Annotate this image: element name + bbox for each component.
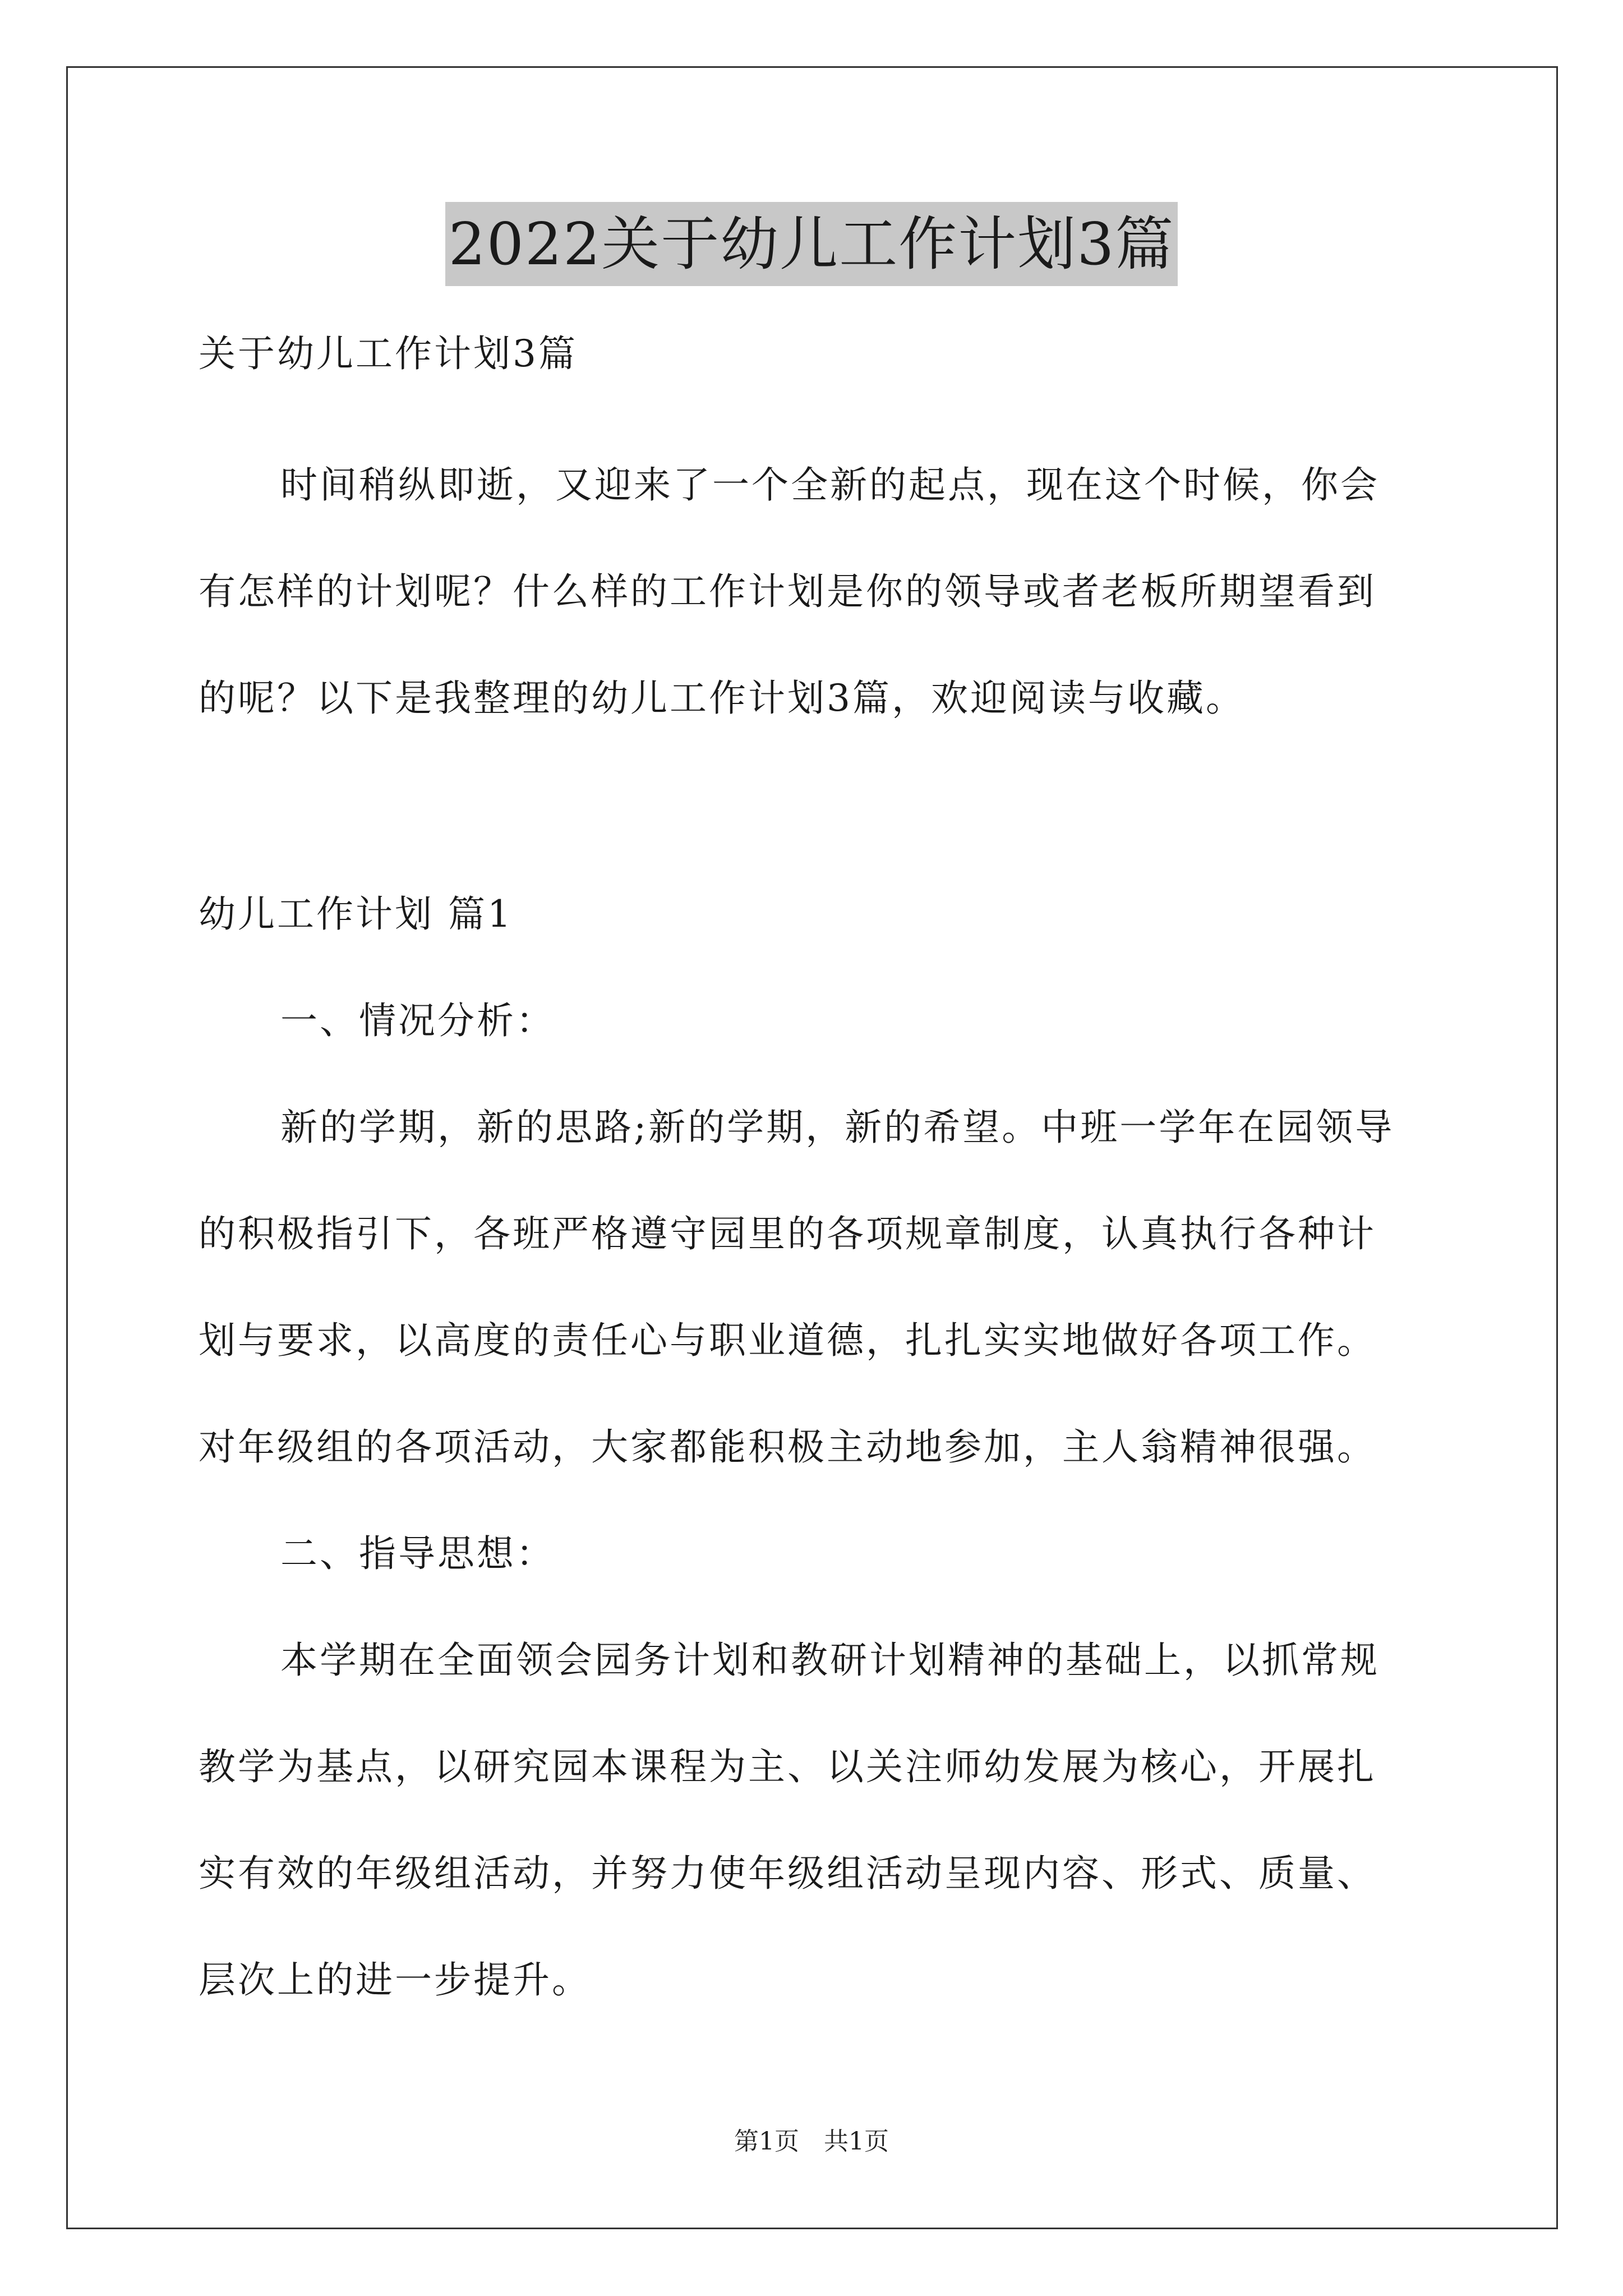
para-1-line-1: 新的学期，新的思路;新的学期，新的希望。中班一学年在园领导: [280, 1106, 1395, 1149]
document-title: 2022关于幼儿工作计划3篇: [445, 202, 1178, 286]
para-1-line-2: 的积极指引下，各班严格遵守园里的各项规章制度，认真执行各种计: [199, 1212, 1376, 1255]
intro-line-1: 时间稍纵即逝，又迎来了一个全新的起点，现在这个时候，你会: [280, 463, 1380, 507]
para-2-line-1: 本学期在全面领会园务计划和教研计划精神的基础上，以抓常规: [280, 1639, 1380, 1682]
intro-line-3: 的呢？以下是我整理的幼儿工作计划3篇，欢迎阅读与收藏。: [199, 677, 1245, 720]
para-2-line-2: 教学为基点，以研究园本课程为主、以关注师幼发展为核心，开展扎: [199, 1745, 1376, 1788]
para-1-line-3: 划与要求，以高度的责任心与职业道德，扎扎实实地做好各项工作。: [199, 1319, 1376, 1362]
heading-situation-analysis: 一、情况分析：: [280, 999, 555, 1042]
para-2-line-4: 层次上的进一步提升。: [199, 1958, 591, 2001]
title-container: [0, 202, 1623, 286]
para-1-line-4: 对年级组的各项活动，大家都能积极主动地参加，主人翁精神很强。: [199, 1425, 1376, 1469]
heading-guiding-ideology: 二、指导思想：: [280, 1532, 555, 1575]
subtitle-line: 关于幼儿工作计划3篇: [199, 332, 578, 375]
intro-line-2: 有怎样的计划呢？什么样的工作计划是你的领导或者老板所期望看到: [199, 570, 1376, 613]
page-footer: 第1页 共1页: [734, 2127, 889, 2156]
section-heading-1: 幼儿工作计划 篇1: [199, 892, 513, 936]
para-2-line-3: 实有效的年级组活动，并努力使年级组活动呈现内容、形式、质量、: [199, 1852, 1376, 1895]
